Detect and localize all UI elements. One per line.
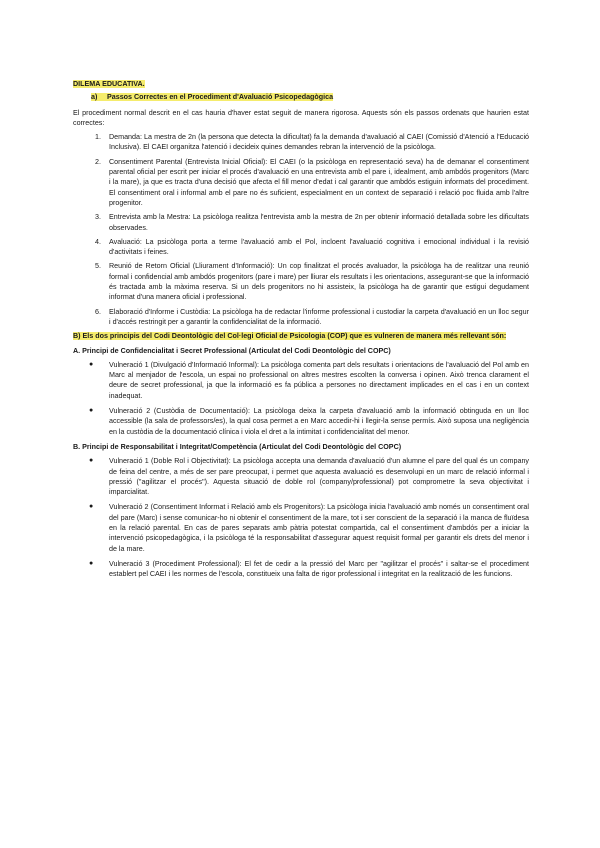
list-item	[73, 307, 529, 328]
list-number: 6.	[95, 307, 101, 316]
bullet-icon: ●	[89, 503, 94, 511]
list-text: Demanda: La mestra de 2n (la persona que detecta la dificultat) fa la demanda d'avaluació al CAEI (Comissió d'Atenció a l'Educació Inclusiva). El CAEI organitza l'atenció i decideix quines demandes rebran la intervenció de la psicòloga.	[109, 133, 529, 152]
principle-a-heading: A. Principi de Confidencialitat i Secret Professional (Articulat del Codi Deontològic del COPC)	[73, 346, 391, 355]
list-number: 4.	[95, 237, 101, 246]
list-number: 1.	[95, 133, 101, 142]
bullet-icon: ●	[89, 559, 94, 567]
list-text: Avaluació: La psicòloga porta a terme l'avaluació amb el Pol, incloent l'avaluació cognitiva i emocional individual i la revisió d'activitats i feines.	[109, 237, 529, 257]
list-item	[73, 132, 529, 153]
principle-b-list	[73, 456, 529, 579]
section-a-title: Passos Correctes en el Procediment d'Avaluació Psicopedagògica	[107, 93, 334, 102]
list-number: 3.	[95, 213, 101, 222]
list-text: Vulneració 1 (Doble Rol i Objectivitat): La psicòloga accepta una demanda d'avaluació d'un alumne el pare del qual és un company de feina del centre, a més de ser pare preocupat, i permet que aquesta avaluació es desenvolupi en un marc de relació informal i pressió ("agilitzar el procés"). Aquesta situació de doble rol (company/professional) pot comprometre la seva objectivitat i imparcialitat.	[109, 457, 529, 497]
list-number: 2.	[95, 157, 101, 166]
list-item	[73, 360, 529, 401]
list-item	[73, 406, 529, 437]
list-text: Vulneració 2 (Custòdia de Documentació): La psicòloga deixa la carpeta d'avaluació amb la informació obtinguda en un lloc accessible (la sala de professors/es), la qual cosa permet a en Marc accedir-hi i llegir-la sense permís. Això suposa una negligència en la custòdia de la documentació clínica i viola el dret a la intimitat i confidencialitat del menor.	[109, 407, 529, 436]
steps-list	[73, 132, 529, 327]
list-item	[73, 502, 529, 553]
section-b-heading: B) Els dos principis del Codi Deontològic del Col·legi Oficial de Psicologia (COP) que es vulneren de manera més rellevant són:	[73, 332, 507, 341]
list-item	[73, 261, 529, 302]
list-item	[73, 212, 529, 233]
list-item	[73, 237, 529, 258]
list-text: Elaboració d'Informe i Custòdia: La psicòloga ha de redactar l'informe professional i custodiar la carpeta d'avaluació en un lloc segur i d'accés restringit per a garantir la confidencialitat de la informació.	[109, 307, 529, 326]
principle-b-heading: B. Principi de Responsabilitat i Integritat/Competència (Articulat del Codi Deontològic del COPC)	[73, 442, 402, 451]
list-text: Vulneració 1 (Divulgació d'Informació Informal): La psicòloga comenta part dels resultats i orientacions de l'avaluació del Pol amb en Marc al menjador de l'escola, un espai no professional on altres mestres escolten la conversa i opinen. Això trenca clarament el deure de secret professional, ja que la informació es fa pública a persones no directament implicades en el cas i en un context inadequat.	[109, 360, 529, 400]
list-text: Entrevista amb la Mestra: La psicòloga realitza l'entrevista amb la mestra de 2n per obtenir informació detallada sobre les dificultats observades.	[109, 213, 529, 232]
document-body	[73, 79, 529, 584]
bullet-icon: ●	[89, 360, 94, 368]
list-item	[73, 157, 529, 208]
intro-paragraph: El procediment normal descrit en el cas hauria d'haver estat seguit de manera rigorosa. Aquests són els passos ordenats que haurien estat correctes:	[73, 108, 529, 127]
list-text: Vulneració 3 (Procediment Professional): El fet de cedir a la pressió del Marc per "agilitzar el procés" i saltar-se el procediment establert pel CAEI i les normes de l'escola, constitueix una falta de rigor professional i integritat en la realització de les funcions.	[109, 559, 529, 579]
list-text: Consentiment Parental (Entrevista Inicial Oficial): El CAEI (o la psicòloga en representació seva) ha de demanar el consentiment parental oficial per escrit per iniciar el procés d'avaluació en una entrevista amb el pare i, idealment, amb ambdós progenitors (Marc i la mare), ja que es tracta d'una decisió que afecta el fill menor d'edat i cal garantir que ambdós estiguin informats del procediment. El consentiment oral i informal amb el pare no és suficient, especialment en un context de separació i relació poc fluida amb l'altre progenitor.	[109, 157, 529, 207]
document-title: DILEMA EDUCATIVA.	[73, 80, 145, 88]
list-item	[73, 456, 529, 497]
principle-a-list	[73, 360, 529, 437]
section-a-heading	[91, 92, 529, 102]
bullet-icon: ●	[89, 407, 94, 415]
list-text: Vulneració 2 (Consentiment Informat i Relació amb els Progenitors): La psicòloga inicia l'avaluació amb només un consentiment oral del pare (Marc) i sense comunicar-ho ni obtenir el consentiment de la mare, tot i ser conscient de la separació i la manca de fluïdesa en la relació parental. En cas de pares separats amb pàtria potestat compartida, cal el consentiment d'ambdós per a iniciar la intervenció psicopedagògica, i la psicòloga té la responsabilitat d'assegurar aquest requisit formal per garantir els drets del menor i de la mare.	[109, 503, 529, 553]
list-text: Reunió de Retorn Oficial (Lliurament d'Informació): Un cop finalitzat el procés avaluador, la psicòloga ha de realitzar una reunió formal i confidencial amb ambdós progenitors (pare i mare) per lliurar els resultats i les orientacions, assegurant-se que la informació és tractada amb la màxima reserva. Si un dels progenitors no hi assisteix, la psicòloga ha de garantir que estigui degudament informat d'una manera oficial i professional.	[109, 262, 529, 302]
bullet-icon: ●	[89, 457, 94, 465]
section-a-label: a)	[91, 93, 98, 102]
list-item	[73, 559, 529, 580]
list-number: 5.	[95, 262, 101, 271]
